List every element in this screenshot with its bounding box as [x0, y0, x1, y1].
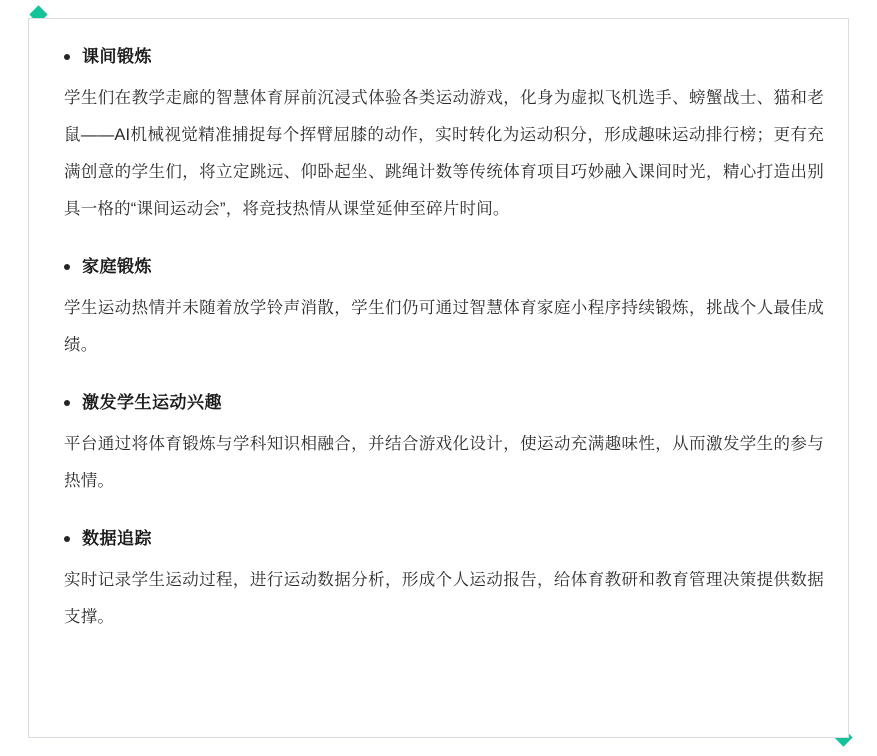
section-paragraph: 实时记录学生运动过程，进行运动数据分析，形成个人运动报告，给体育教研和教育管理决策提供数据支撑。 — [64, 571, 824, 626]
section-heading — [64, 254, 824, 280]
content-body — [64, 44, 824, 636]
section-item — [64, 254, 824, 364]
bullet-icon — [64, 54, 70, 60]
section-paragraph: 学生运动热情并未随着放学铃声消散，学生们仍可通过智慧体育家庭小程序持续锻炼，挑战个人最佳成绩。 — [64, 299, 824, 354]
bullet-icon — [64, 536, 70, 542]
section-item — [64, 526, 824, 636]
section-heading-label: 激发学生运动兴趣 — [82, 393, 222, 412]
section-heading — [64, 526, 824, 552]
section-heading — [64, 390, 824, 416]
section-heading-label: 家庭锻炼 — [82, 257, 152, 276]
section-heading — [64, 44, 824, 70]
section-heading-label: 课间锻炼 — [82, 47, 152, 66]
bullet-icon — [64, 400, 70, 406]
section-item — [64, 44, 824, 228]
section-heading-label: 数据追踪 — [82, 529, 152, 548]
section-item — [64, 390, 824, 500]
bullet-icon — [64, 264, 70, 270]
section-paragraph: 学生们在教学走廊的智慧体育屏前沉浸式体验各类运动游戏，化身为虚拟飞机选手、螃蟹战士、猫和老鼠——AI机械视觉精准捕捉每个挥臂屈膝的动作，实时转化为运动积分，形成趣味运动排行榜；更有充满创意的学生们，将立定跳远、仰卧起坐、跳绳计数等传统体育项目巧妙融入课间时光，精心打造出别具一格的“课间运动会”，将竞技热情从课堂延伸至碎片时间。 — [64, 89, 824, 218]
section-paragraph: 平台通过将体育锻炼与学科知识相融合，并结合游戏化设计，使运动充满趣味性，从而激发学生的参与热情。 — [64, 435, 824, 490]
